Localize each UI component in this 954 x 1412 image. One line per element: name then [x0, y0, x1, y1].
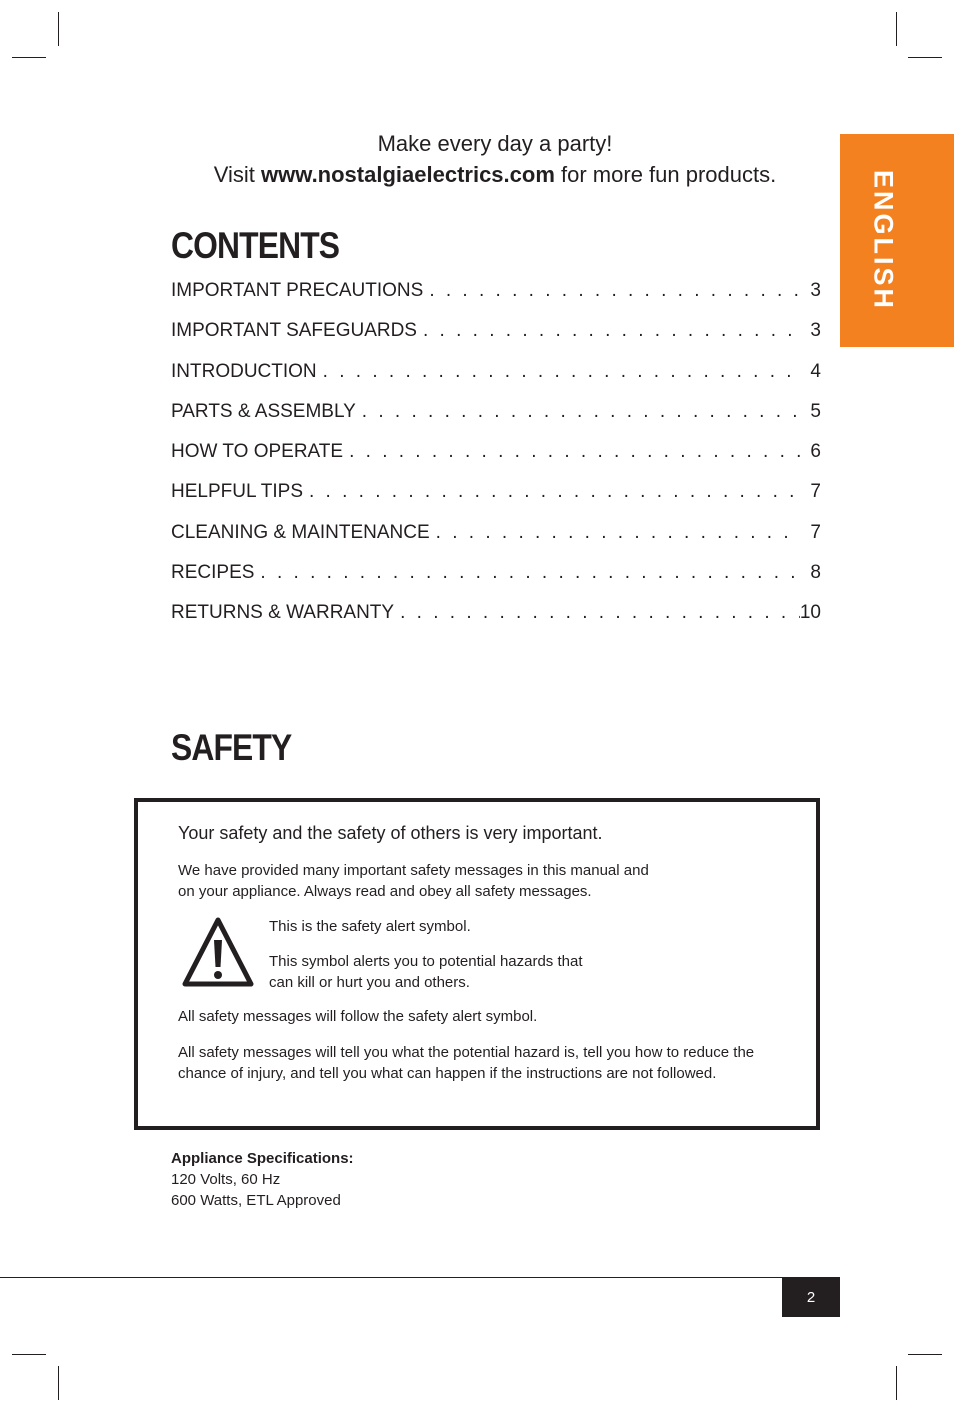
toc-label: HOW TO OPERATE — [171, 441, 344, 463]
toc-page: 3 — [810, 280, 821, 301]
safety-lead: Your safety and the safety of others is very important. — [178, 823, 603, 843]
toc-page: 7 — [810, 481, 821, 503]
toc-item[interactable] — [171, 602, 821, 642]
toc-label: PARTS & ASSEMBLY — [171, 400, 356, 422]
tagline-visit: Visit — [213, 162, 255, 187]
safety-tell-line2: chance of injury, and tell you what can happen if the instructions are not followed. — [178, 1065, 717, 1082]
toc-item[interactable] — [171, 280, 821, 320]
crop-mark — [908, 1354, 942, 1355]
language-tab — [840, 134, 954, 347]
toc-leader — [362, 401, 801, 423]
toc-label: RETURNS & WARRANTY — [171, 602, 395, 624]
toc-page: 4 — [810, 360, 821, 382]
toc-item[interactable] — [171, 522, 821, 562]
tagline-line1: Make every day a party! — [377, 131, 613, 156]
safety-intro-line1: We have provided many important safety messages in this manual and — [178, 862, 649, 879]
toc-item[interactable] — [171, 441, 821, 481]
symbol-description — [269, 951, 583, 993]
specs-line: 600 Watts, ETL Approved — [171, 1192, 341, 1209]
crop-mark — [896, 1366, 897, 1400]
crop-mark — [58, 12, 59, 46]
symbol-description-line1: This symbol alerts you to potential hazards that — [269, 953, 583, 970]
tagline — [150, 128, 840, 190]
toc-item[interactable] — [171, 320, 821, 360]
toc-leader — [423, 320, 801, 342]
warning-triangle-icon — [182, 916, 254, 990]
toc-page: 8 — [810, 562, 821, 584]
toc-leader — [349, 441, 801, 463]
table-of-contents — [171, 280, 821, 643]
toc-label: INTRODUCTION — [171, 360, 317, 382]
tagline-line2 — [150, 159, 840, 190]
toc-label: IMPORTANT PRECAUTIONS — [171, 280, 424, 301]
symbol-description-line2: can kill or hurt you and others. — [269, 974, 470, 991]
safety-tell — [178, 1042, 754, 1084]
appliance-specs — [171, 1148, 354, 1211]
toc-item[interactable] — [171, 562, 821, 602]
toc-page: 6 — [810, 441, 821, 463]
safety-tell-line1: All safety messages will tell you what the potential hazard is, tell you how to reduce the — [178, 1044, 755, 1061]
crop-mark — [12, 57, 46, 58]
crop-mark — [12, 1354, 46, 1355]
toc-page: 7 — [810, 521, 821, 543]
footer-rule — [0, 1277, 840, 1278]
toc-item[interactable] — [171, 481, 821, 521]
safety-intro — [178, 860, 649, 902]
toc-page: 3 — [810, 320, 821, 342]
symbol-caption: This is the safety alert symbol. — [269, 918, 471, 935]
toc-leader — [429, 280, 801, 302]
crop-mark — [58, 1366, 59, 1400]
toc-leader — [436, 522, 801, 544]
toc-page: 5 — [810, 400, 821, 422]
specs-title: Appliance Specifications: — [171, 1150, 354, 1167]
toc-label: HELPFUL TIPS — [171, 481, 303, 503]
tagline-rest: for more fun products. — [561, 162, 777, 187]
toc-leader — [260, 562, 801, 584]
toc-page: 10 — [799, 602, 821, 624]
toc-leader — [323, 361, 801, 383]
toc-label: RECIPES — [171, 562, 255, 584]
language-tab-label: ENGLISH — [868, 169, 899, 311]
toc-label: CLEANING & MAINTENANCE — [171, 521, 430, 543]
toc-item[interactable] — [171, 401, 821, 441]
safety-heading: SAFETY — [171, 727, 292, 768]
safety-intro-line2: on your appliance. Always read and obey all safety messages. — [178, 883, 592, 900]
toc-leader — [309, 481, 801, 503]
specs-line: 120 Volts, 60 Hz — [171, 1171, 281, 1188]
toc-item[interactable] — [171, 361, 821, 401]
safety-notice-box — [134, 798, 820, 1130]
toc-label: IMPORTANT SAFEGUARDS — [171, 320, 417, 342]
website-link[interactable]: www.nostalgiaelectrics.com — [261, 162, 555, 187]
crop-mark — [908, 57, 942, 58]
toc-leader — [400, 602, 800, 624]
safety-follow: All safety messages will follow the safety alert symbol. — [178, 1008, 538, 1025]
page-number: 2 — [782, 1278, 840, 1317]
contents-heading: CONTENTS — [171, 225, 340, 266]
crop-mark — [896, 12, 897, 46]
